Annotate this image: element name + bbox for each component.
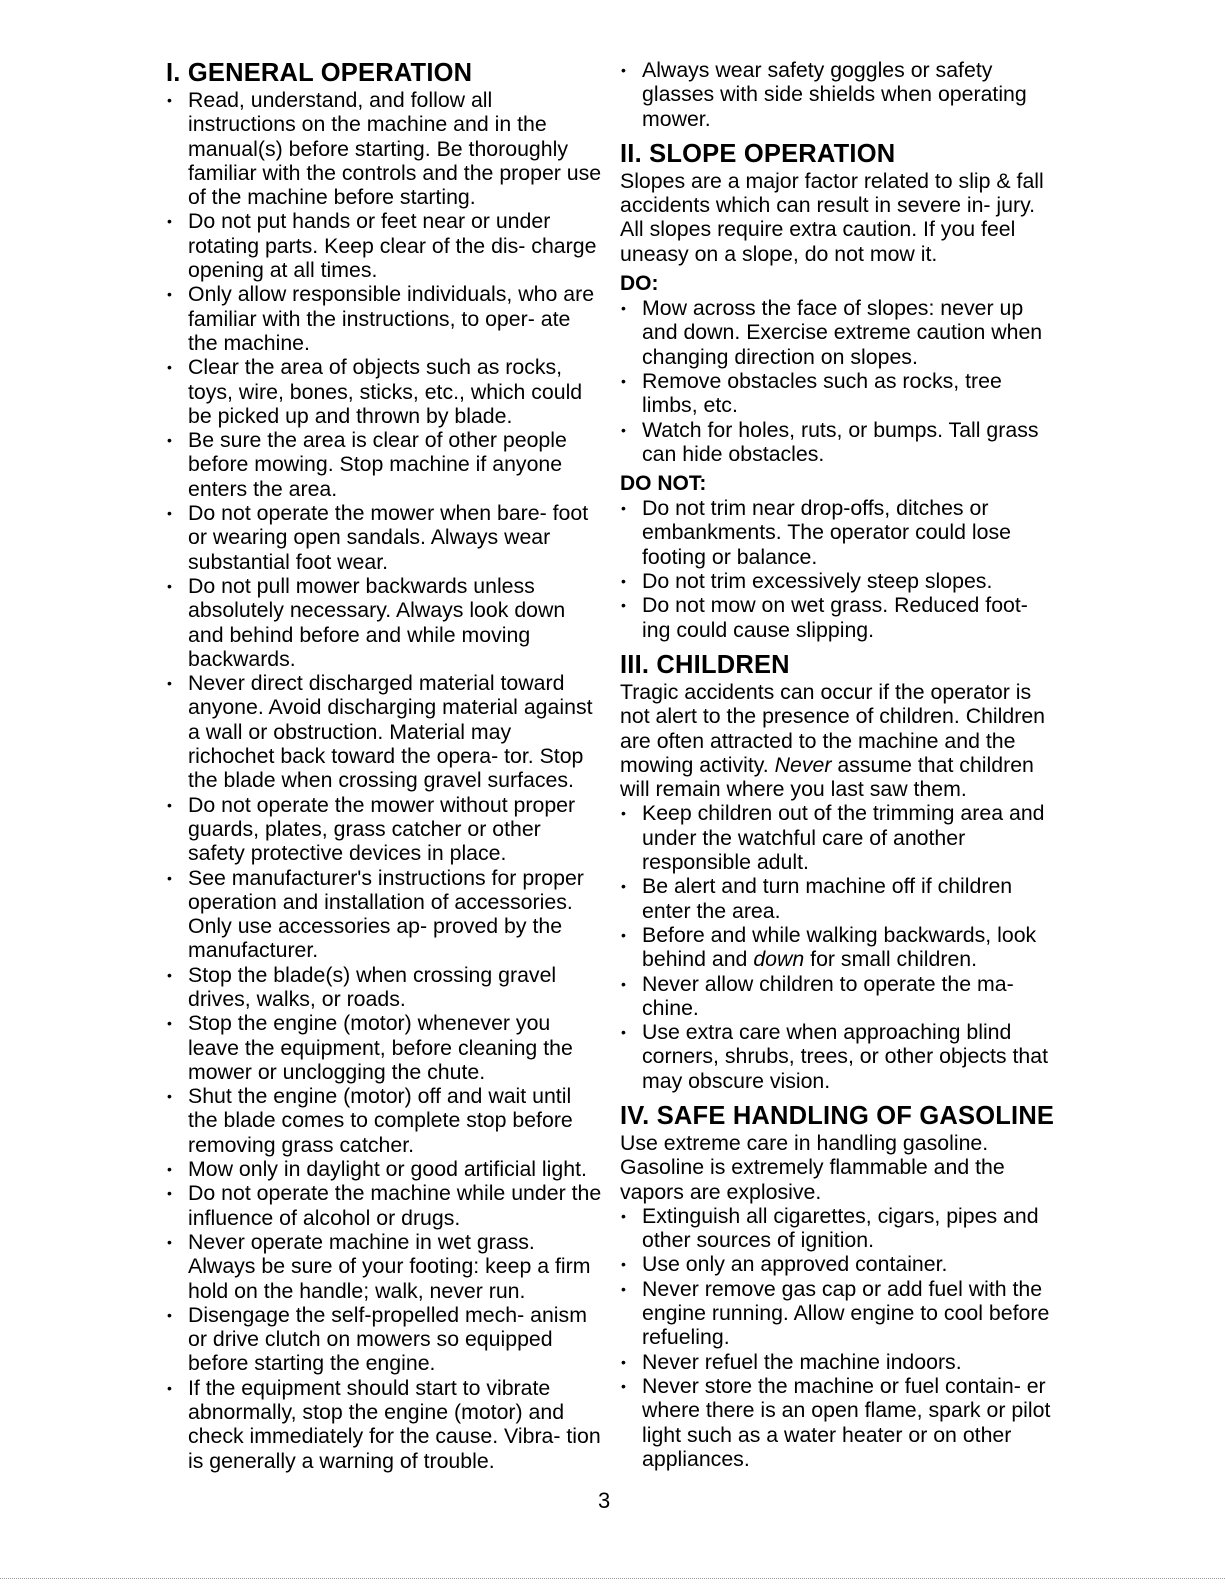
slope-section (620, 139, 1060, 642)
list-item: • Stop the engine (motor) whenever you leave the equipment, before cleaning the mower or unclogging the chute. (166, 1011, 602, 1084)
list-item: • Clear the area of objects such as rocks, toys, wire, bones, sticks, etc., which could be picked up and thrown by blade. (166, 355, 602, 428)
list-item: • Do not operate the mower when bare- foot or wearing open sandals. Always wear substantial foot wear. (166, 501, 602, 574)
list-item: • Use only an approved container. (620, 1252, 1060, 1276)
list-item: • Watch for holes, ruts, or bumps. Tall grass can hide obstacles. (620, 418, 1060, 467)
list-item: • Extinguish all cigarettes, cigars, pipes and other sources of ignition. (620, 1204, 1060, 1253)
list-item: • Never operate machine in wet grass. Always be sure of your footing: keep a firm hold on the handle; walk, never run. (166, 1230, 602, 1303)
children-intro (620, 680, 1060, 801)
list-item: • Do not put hands or feet near or under rotating parts. Keep clear of the dis- charge opening at all times. (166, 209, 602, 282)
list-item: • Do not trim excessively steep slopes. (620, 569, 1060, 593)
list-item: • Be sure the area is clear of other people before mowing. Stop machine if anyone enters the area. (166, 428, 602, 501)
children-intro-text: assume that children will remain where you last saw them. (620, 752, 1034, 802)
list-item: • Disengage the self-propelled mech- anism or drive clutch on mowers so equipped before starting the engine. (166, 1303, 602, 1376)
list-item: • Be alert and turn machine off if children enter the area. (620, 874, 1060, 923)
list-item: • Read, understand, and follow all instructions on the machine and in the manual(s) before starting. Be thoroughly familiar with the controls and the proper use of the machine before starting. (166, 88, 602, 209)
do-label: DO: (620, 272, 659, 296)
list-item: • Never direct discharged material toward anyone. Avoid discharging material against a wall or obstruction. Material may richochet back toward the opera- tor. Stop the blade when crossing gravel surfaces. (166, 671, 602, 792)
gasoline-intro: Use extreme care in handling gasoline. Gasoline is extremely flammable and the vapors are explosive. (620, 1130, 1005, 1204)
bottom-divider (0, 1578, 1225, 1581)
list-item: • Do not operate the mower without proper guards, plates, grass catcher or other safety protective devices in place. (166, 793, 602, 866)
gasoline-section (620, 1101, 1060, 1471)
list-item: • Never remove gas cap or add fuel with the engine running. Allow engine to cool before refueling. (620, 1277, 1060, 1350)
gasoline-list (620, 1204, 1060, 1471)
list-item: • Do not pull mower backwards unless absolutely necessary. Always look down and behind before and while moving backwards. (166, 574, 602, 671)
list-item-text: Before and while walking backwards, look behind and (642, 922, 1037, 972)
do-not-label: DO NOT: (620, 472, 707, 496)
children-section (620, 650, 1060, 1093)
children-heading: III. CHILDREN (620, 650, 790, 679)
list-item: • Only allow responsible individuals, who are familiar with the instructions, to oper- ate the machine. (166, 282, 602, 355)
down-emphasis: down (753, 947, 805, 972)
left-column (166, 58, 602, 1473)
list-item: • Do not operate the machine while under the influence of alcohol or drugs. (166, 1181, 602, 1230)
list-item: • Do not trim near drop-offs, ditches or embankments. The operator could lose footing or balance. (620, 496, 1060, 569)
children-intro-text: Tragic accidents can occur if the operator is not alert to the presence of children. Children are often attracted to the machine and the mowing activity. (620, 679, 1046, 777)
list-item: • If the equipment should start to vibrate abnormally, stop the engine (motor) and check immediately for the cause. Vibra- tion is generally a warning of trouble. (166, 1376, 602, 1473)
goggles-list (620, 58, 1060, 131)
list-item: • See manufacturer's instructions for proper operation and installation of accessories. Only use accessories ap- proved by the manufacturer. (166, 866, 602, 963)
slope-intro: Slopes are a major factor related to slip & fall accidents which can result in severe in- jury. All slopes require extra caution. If you feel uneasy on a slope, do not mow it. (620, 168, 1044, 266)
page-number: 3 (598, 1488, 611, 1513)
list-item: • Never refuel the machine indoors. (620, 1350, 1060, 1374)
right-column (620, 58, 1060, 1471)
list-item: • Remove obstacles such as rocks, tree limbs, etc. (620, 369, 1060, 418)
list-item: • Keep children out of the trimming area and under the watchful care of another responsible adult. (620, 801, 1060, 874)
do-list (620, 296, 1060, 466)
gasoline-heading: IV. SAFE HANDLING OF GASOLINE (620, 1101, 1055, 1130)
general-operation-heading: I. GENERAL OPERATION (166, 59, 473, 87)
list-item: • Shut the engine (motor) off and wait until the blade comes to complete stop before removing grass catcher. (166, 1084, 602, 1157)
list-item: • Always wear safety goggles or safety glasses with side shields when operating mower. (620, 58, 1060, 131)
slope-operation-heading: II. SLOPE OPERATION (620, 139, 896, 168)
do-not-list (620, 496, 1060, 642)
list-item: • Never store the machine or fuel contain- er where there is an open flame, spark or pilot light such as a water heater or on other appliances. (620, 1374, 1060, 1471)
list-item: • Mow across the face of slopes: never up and down. Exercise extreme caution when changing direction on slopes. (620, 296, 1060, 369)
list-item-text: for small children. (804, 947, 978, 972)
list-item: • Stop the blade(s) when crossing gravel drives, walks, or roads. (166, 963, 602, 1012)
list-item: • Mow only in daylight or good artificial light. (166, 1157, 602, 1181)
general-operation-list (166, 88, 602, 1473)
list-item: • Never allow children to operate the ma- chine. (620, 972, 1060, 1021)
list-item: • Do not mow on wet grass. Reduced foot- ing could cause slipping. (620, 593, 1060, 642)
children-list (620, 801, 1060, 1093)
never-emphasis: Never (774, 752, 832, 777)
list-item (620, 923, 1060, 972)
list-item: • Use extra care when approaching blind corners, shrubs, trees, or other objects that may obscure vision. (620, 1020, 1060, 1093)
